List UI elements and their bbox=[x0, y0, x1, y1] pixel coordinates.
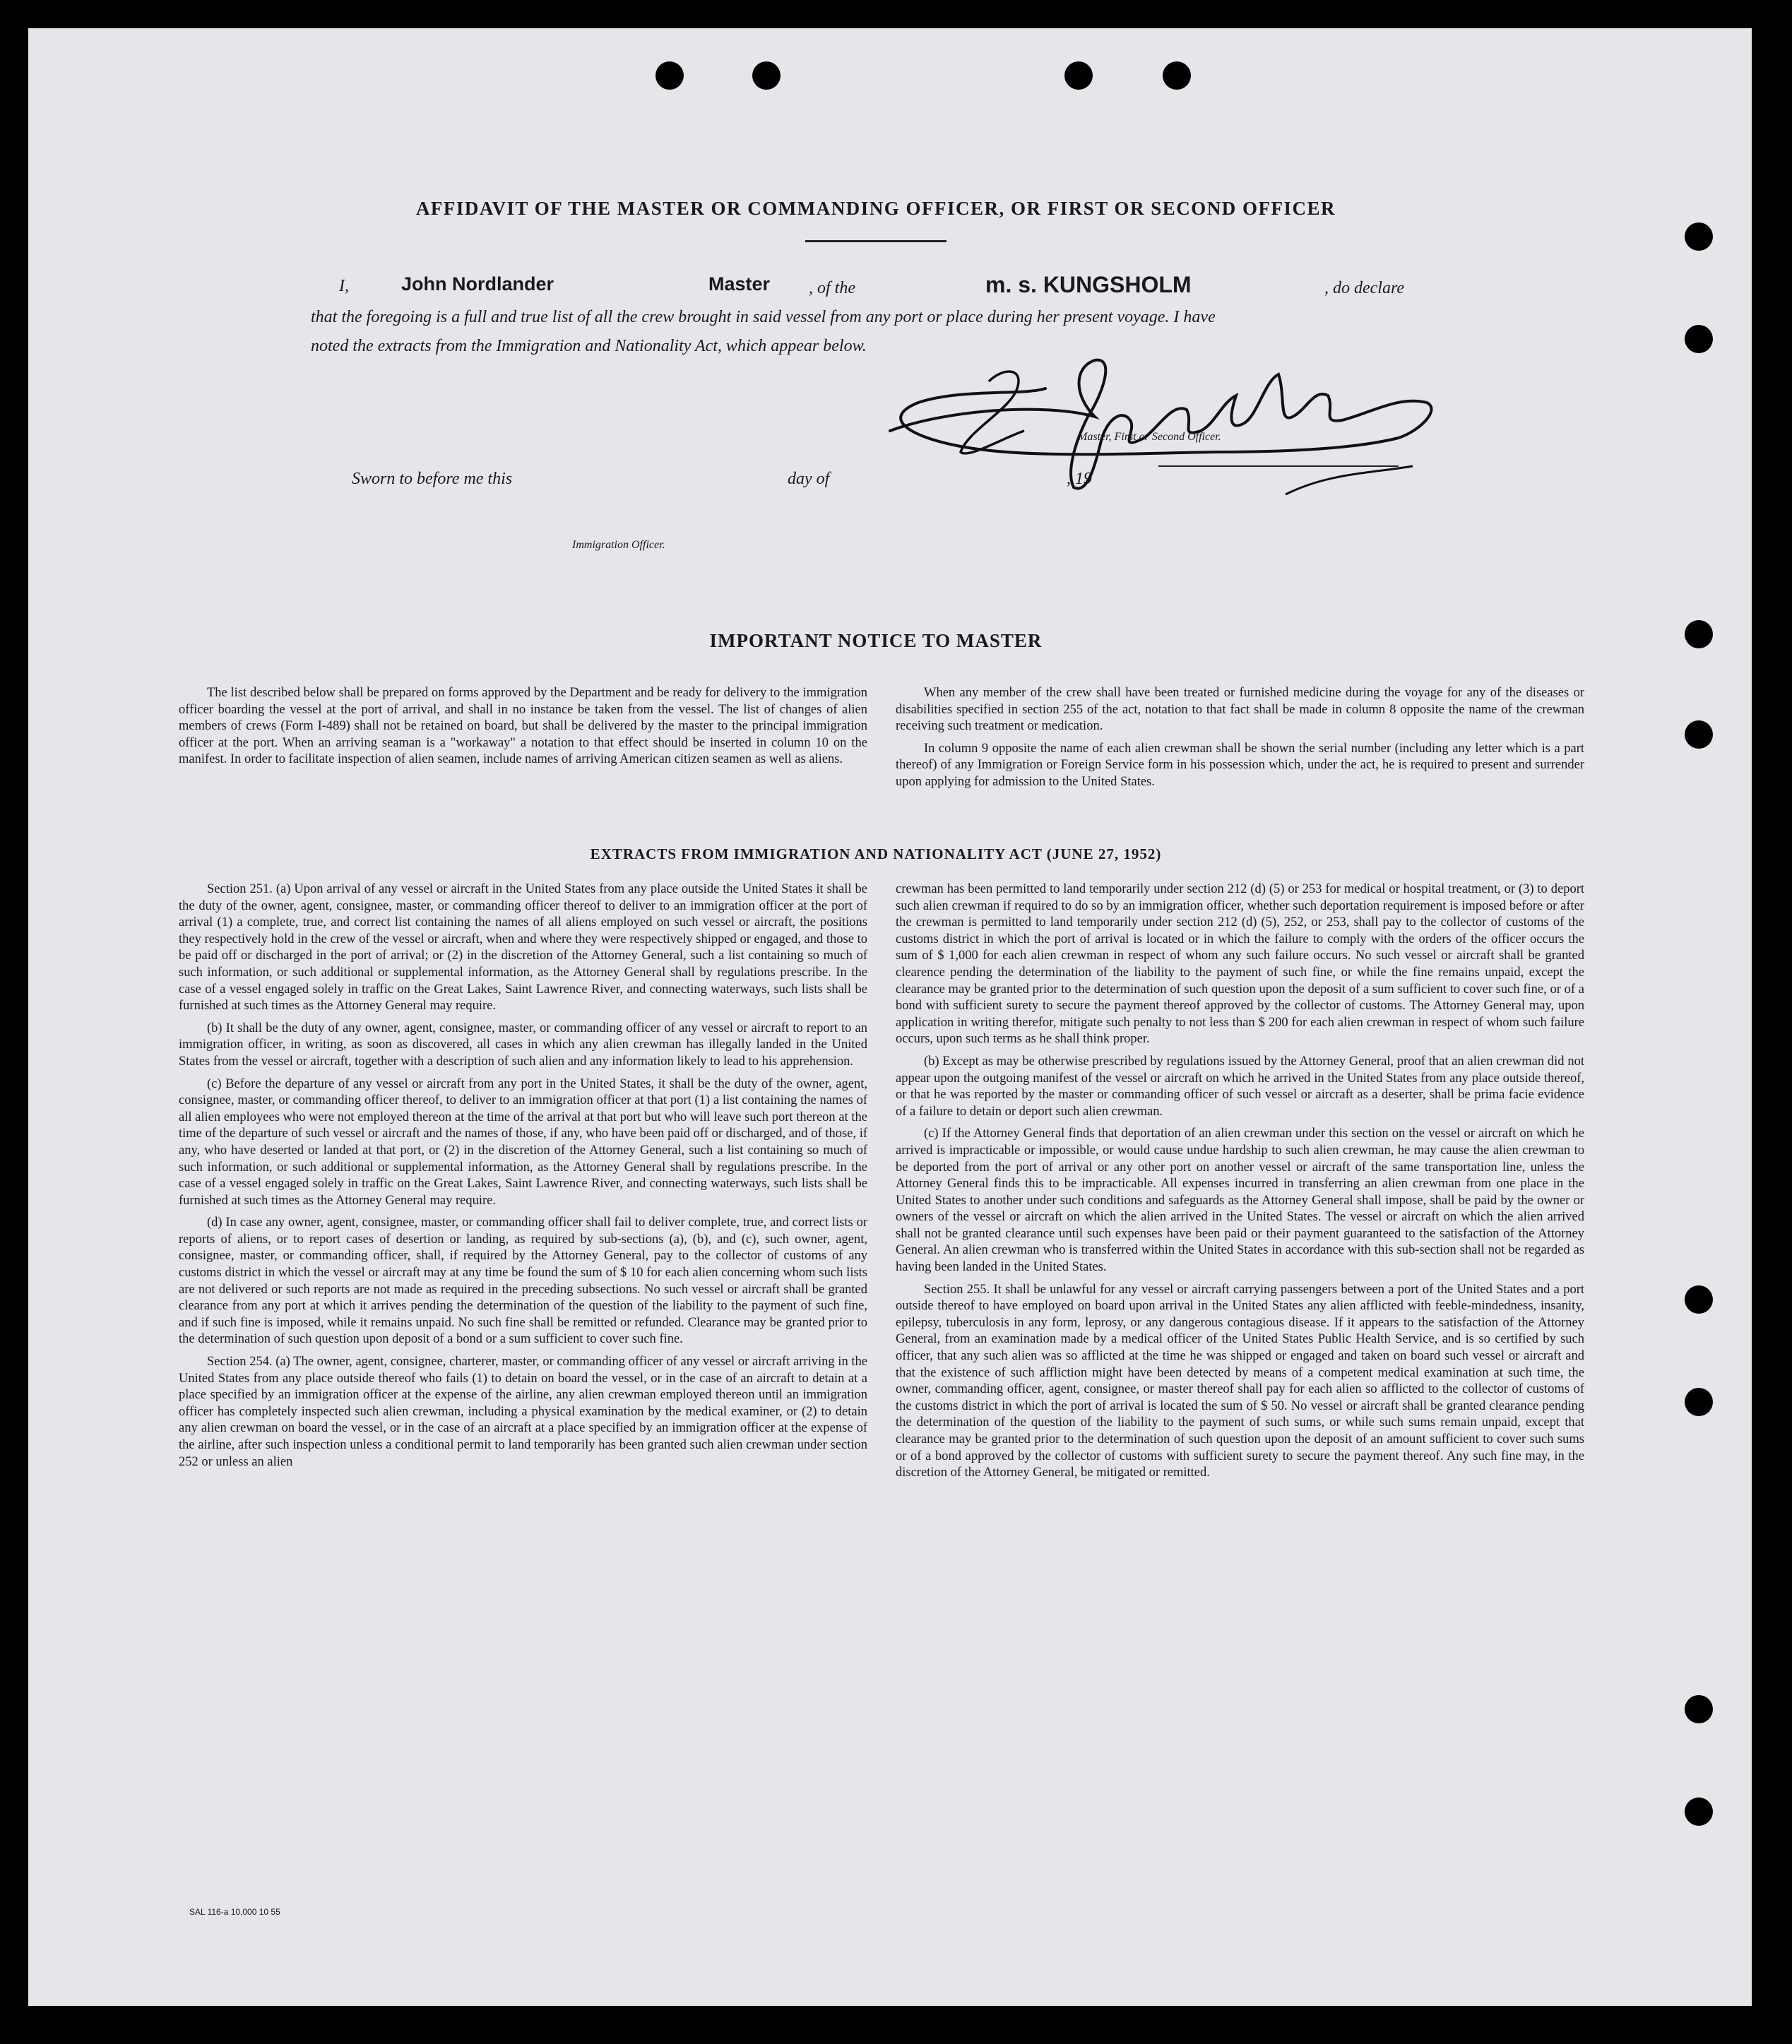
punch-hole bbox=[1685, 620, 1713, 648]
punch-hole bbox=[1685, 222, 1713, 251]
punch-hole bbox=[1163, 61, 1191, 90]
day-of-text: day of bbox=[788, 470, 830, 488]
act-paragraph: crewman has been permitted to land temporarily under section 212 (d) (5) or 253 for medical or hospital treatment, or (3) to deport such alien crewman if required to do so by an immigration officer, whether such deportation requirement is imposed before or after the crewman is permitted to land temporarily under section 212 (d) (5), 252, or 253, shall pay to the collector of customs of the customs district in which the port of arrival is located or in which the failure to comply with the orders of the officer occurs the sum of $ 1,000 for each alien crewman in respect of whom any such failure occurs. No such vessel or aircraft shall be granted clearence pending the determination of the liability to the payment of such fine, or while the fine remains unpaid, except the clearance may be granted prior to the determination of such question upon the deposit of a sum sufficient to cover such fine, or of a bond with sufficient surety to secure the payment thereof approved by the collector of customs. The Attorney General may, upon application in writing therefor, mitigate such penalty to not less than $ 200 for each alien crewman in respect of whom such failure occurs, upon such terms as he shall think proper. bbox=[896, 882, 1584, 1047]
sworn-text: Sworn to before me this bbox=[352, 470, 513, 488]
master-name: John Nordlander bbox=[401, 273, 554, 295]
title-rule bbox=[805, 240, 947, 242]
notice-paragraph: When any member of the crew shall have been treated or furnished medicine during the voyage for any of the diseases or disabilities specified in section 255 of the act, notation to that fact shall be made in column 8 opposite the name of the crewman receiving such treatment or medication. bbox=[896, 686, 1584, 734]
act-paragraph: (c) If the Attorney General finds that deportation of an alien crewman under this section on the vessel or aircraft on which he arrived is impracticable or impossible, or would cause undue hardship to such alien crewman, he may cause the alien crewman to be deported from the port of arrival or any other port on another vessel or aircraft of the same transportation line, unless the Attorney General finds this to be impracticable. All expenses incurred in transferring an alien crewman from one place in the United States to another under such conditions and safeguards as the Attorney General shall impose, shall be paid by the owner or owners of the vessel or aircraft on which the alien arrived in the United States. The vessel or aircraft on which the alien arrived shall not be granted clearance until such expenses have been paid or their payment guaranteed to the satisfaction of the Attorney General. An alien crewman who is transferred within the United States in accordance with this sub-section shall not be regarded as having been landed in the United States. bbox=[896, 1127, 1584, 1275]
vessel-name: m. s. KUNGSHOLM bbox=[985, 272, 1192, 297]
master-rank: Master bbox=[708, 273, 771, 295]
extracts-heading: EXTRACTS FROM IMMIGRATION AND NATIONALITY ACT (JUNE 27, 1952) bbox=[590, 845, 1162, 862]
notice-left-column bbox=[179, 685, 867, 774]
punch-hole bbox=[1685, 1285, 1713, 1314]
notice-paragraph: In column 9 opposite the name of each alien crewman shall be shown the serial number (including any letter which is a part thereof) of any Immigration or Foreign Service form in his possession which, under the act, he is required to present and surrender upon applying for admission to the United States. bbox=[896, 741, 1584, 789]
notice-heading: IMPORTANT NOTICE TO MASTER bbox=[709, 630, 1043, 651]
declaration-line-2: that the foregoing is a full and true list of all the crew brought in said vessel from any port or place during her present voyage. I have bbox=[311, 308, 1216, 326]
immigration-officer-label: Immigration Officer. bbox=[572, 539, 665, 551]
signature-caption: Master, First or Second Officer. bbox=[1078, 431, 1221, 443]
act-paragraph: (c) Before the departure of any vessel or aircraft from any port in the United States, it shall be the duty of the owner, agent, consignee, master, or commanding officer thereof, to deliver to an immigration officer at that port (1) a list containing the names of all alien employees who were not employed thereon at the time of the arrival at that port but who will leave such port thereon at the time of the departure of such vessel or aircraft and the names of those, if any, who have been paid off or discharged, and of those, if any, who have deserted or landed at that port, or (2) in the discretion of the Attorney General, such a list containing so much of such information, or such additional or supplemental information, as the Attorney General shall by regulations prescribe. In the case of a vessel engaged solely in traffic on the Great Lakes, Saint Lawrence River, and connecting waterways, such lists shall be furnished at such times as the Attorney General may require. bbox=[179, 1076, 867, 1208]
of-the-text: , of the bbox=[809, 279, 855, 297]
form-code: SAL 116-a 10,000 10 55 bbox=[189, 1907, 280, 1917]
punch-hole bbox=[752, 61, 781, 90]
act-paragraph: (d) In case any owner, agent, consignee, master, or commanding officer shall fail to deliver complete, true, and correct lists or reports of aliens, or to report cases of desertion or landing, as required by sub-sections (a), (b), and (c), such owner, agent, consignee, master, or commanding officer, shall, if required by the Attorney General, pay to the collector of customs of any customs district in which the vessel or aircraft may at any time be found the sum of $ 10 for each alien concerning whom such lists are not delivered or such reports are not made as required in the preceding subsections. No such vessel or aircraft shall be granted clearance from any port at which it arrives pending the determination of the question of the liability to the payment of such fine, and if such fine is imposed, while it remains unpaid. No such fine shall be remitted or refunded. Clearance may be granted prior to the determination of such question upon deposit of a bond or a sum sufficient to cover such fine. bbox=[179, 1216, 867, 1347]
declaration-i: I, bbox=[339, 277, 349, 295]
declaration-line-3: noted the extracts from the Immigration and Nationality Act, which appear below. bbox=[311, 337, 867, 355]
do-declare-text: , do declare bbox=[1324, 279, 1405, 297]
act-paragraph: Section 254. (a) The owner, agent, consignee, charterer, master, or commanding officer of any vessel or aircraft arriving in the United States from any place outside thereof who fails (1) to detain on board the vessel, or in the case of an aircraft to detain at a place specified by an immigration officer at the expense of the airline, any alien crewman employed thereon until an immigration officer has completely inspected such alien crewman, including a physical examination by the medical examiner, or (2) to detain any alien crewman on board the vessel, or in the case of an aircraft at a place specified by an immigration officer at the expense of the airline, after such inspection unless a conditional permit to land temporarily has been granted such alien crewman under section 252 or unless an alien bbox=[179, 1355, 867, 1469]
year-text: , 19 bbox=[1067, 470, 1092, 488]
extracts-right-column bbox=[896, 881, 1584, 1487]
affidavit-title: AFFIDAVIT OF THE MASTER OR COMMANDING OFFICER, OR FIRST OR SECOND OFFICER bbox=[415, 198, 1336, 219]
notice-right-column bbox=[896, 685, 1584, 797]
act-paragraph: (b) Except as may be otherwise prescribed by regulations issued by the Attorney General, proof that an alien crewman did not appear upon the outgoing manifest of the vessel or aircraft on which he arrived in the United States from any place outside thereof, or that he was reported by the master or commanding officer of such vessel or aircraft as a deserter, shall be prima facie evidence of a failure to detain or deport such alien crewman. bbox=[896, 1054, 1584, 1119]
punch-hole bbox=[1685, 1695, 1713, 1723]
punch-hole bbox=[1685, 325, 1713, 353]
punch-hole bbox=[1064, 61, 1093, 90]
document-page bbox=[28, 28, 1752, 2006]
act-paragraph: Section 251. (a) Upon arrival of any vessel or aircraft in the United States from any place outside the United States it shall be the duty of the owner, agent, consignee, master, or commanding officer thereof to deliver to an immigration officer at the port of arrival (1) a complete, true, and correct list containing the names of all aliens employed on such vessel or aircraft, the positions they respectively hold in the crew of the vessel or aircraft, when and where they were respectively shipped or engaged, and those to be paid off or discharged in the port of arrival; or (2) in the discretion of the Attorney General, such a list containing so much of such information, or such additional or supplemental information, as the Attorney General shall by regulations prescribe. In the case of a vessel engaged solely in traffic on the Great Lakes, Saint Lawrence River, and connecting waterways, such lists shall be furnished at such times as the Attorney General may require. bbox=[179, 882, 867, 1014]
punch-hole bbox=[1685, 1388, 1713, 1416]
punch-hole bbox=[1685, 720, 1713, 749]
notice-paragraph: The list described below shall be prepared on forms approved by the Department and be ready for delivery to the immigration officer boarding the vessel at the port of arrival, and shall in no instance be taken from the vessel. The list of changes of alien members of crews (Form I-489) shall not be retained on board, but shall be delivered by the master to the principal immigration officer at the port. When an arriving seaman is a "workaway" a notation to that effect should be inserted in column 10 on the manifest. In order to facilitate inspection of alien seamen, include names of arriving American citizen seamen as well as aliens. bbox=[179, 686, 867, 767]
act-paragraph: Section 255. It shall be unlawful for any vessel or aircraft carrying passengers between a port of the United States and a port outside thereof to have employed on board upon arrival in the United States any alien afflicted with feeble-mindedness, insanity, epilepsy, tuberculosis in any form, leprosy, or any dangerous contagious disease. If it appears to the satisfaction of the Attorney General, from an examination made by a medical officer of the United States Public Health Service, and is so certified by such officer, that any such alien was so afflicted at the time he was shipped or engaged and taken on board such vessel or aircraft and that the existence of such affliction might have been detected by means of a competent medical examination at such time, the owner, commanding officer, agent, consignee, or master thereof shall pay for each alien so afflicted to the collector of customs of the customs district in which the port of arrival is located the sum of $ 50. No vessel or aircraft shall be granted clearance pending the determination of the question of the liability to the payment of such sums, or while such sums remain unpaid, except that clearance may be granted prior to the determination of such question upon the deposit of an amount sufficient to cover such sums or of a bond approved by the collector of customs with sufficient surety to secure the payment thereof. Any such fine may, in the discretion of the Attorney General, be mitigated or remitted. bbox=[896, 1282, 1584, 1480]
punch-hole bbox=[655, 61, 684, 90]
extracts-left-column bbox=[179, 881, 867, 1476]
punch-hole bbox=[1685, 1798, 1713, 1826]
act-paragraph: (b) It shall be the duty of any owner, agent, consignee, master, or commanding officer of any vessel or aircraft to report to an immigration officer, in writing, as soon as discovered, all cases in which any alien crewman has illegally landed in the United States from the vessel or aircraft, together with a description of such alien and any information likely to lead to his apprehension. bbox=[179, 1021, 867, 1069]
